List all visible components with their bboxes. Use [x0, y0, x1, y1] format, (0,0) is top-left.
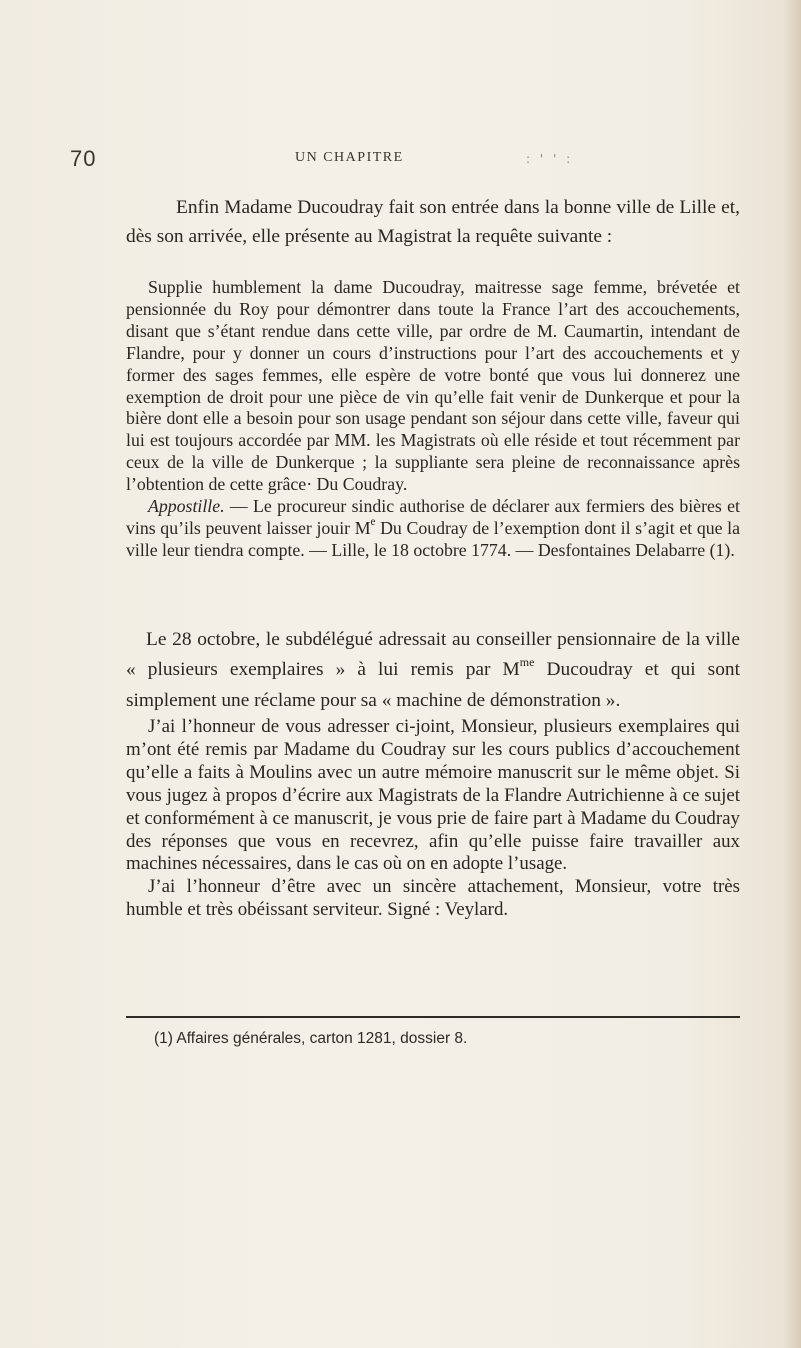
appostille-label: Appostille.: [148, 496, 225, 517]
appostille-paragraph: [126, 496, 740, 562]
print-specks: : ' ' :: [526, 152, 574, 166]
petition-body: Supplie humblement la dame Ducoudray, maitresse sage femme, brévetée et pensionnée du Roy pour démontrer dans toute la France l’art des accouchements, disant que s’étant rendue dans cette ville, par ordre de M. Caumartin, intendant de Flandre, pour y donner un cours d’instructions pour l’art des accouchements et y former des sages femmes, elle espère de votre bonté que vous lui donnerez une exemption de droit pour une pièce de vin qu’elle fait venir de Dunkerque et pour la bière dont elle a besoin pour son usage pendant son séjour dans cette ville, faveur qui lui est toujours accordée par MM. les Magistrats où elle réside et tout récemment par ceux de la ville de Dunkerque ; la suppliante sera pleine de reconnaissance après l’obtention de cette grâce· Du Coudray.: [126, 277, 740, 495]
petition-quote: [126, 277, 740, 562]
paragraph2-superscript: me: [519, 655, 535, 670]
paragraph2-text-start: Le 28 octobre, le subdélégué adressait au conseiller pensionnaire de la ville « plusieurs exemplaires » à lui remis par M: [126, 629, 740, 681]
appostille-text-end: Du Coudray de l’exemption dont il s’agit et que la ville leur tiendra compte. — Lille, le 18 octobre 1774. — Desfontaines Delabarre (1).: [126, 517, 740, 560]
page-number: 70: [70, 146, 97, 171]
page-header: [70, 146, 730, 176]
letter-quote: [126, 716, 740, 922]
letter-paragraph-1: J’ai l’honneur de vous adresser ci-joint, Monsieur, plusieurs exemplaires qui m’ont été remis par Madame du Coudray sur les cours publics d’accouchement qu’elle a faits à Moulins avec un autre mémoire manuscrit sur le même objet. Si vous jugez à propos d’écrire aux Magistrats de la Flandre Autrichienne à ce sujet et conformément à ce manuscrit, je vous prie de faire part à Madame du Coudray des réponses que vous en recevrez, afin qu’elle puisse faire travailler aux machines nécessaires, dans le cas où on en adopte l’usage.: [126, 716, 740, 875]
paragraph2-text-end: Ducoudray et qui sont simplement une réclame pour sa « machine de démonstration ».: [126, 659, 741, 711]
subdelegate-paragraph: [126, 625, 740, 716]
running-title: UN CHAPITRE: [295, 150, 404, 165]
intro-paragraph: Enfin Madame Ducoudray fait son entrée dans la bonne ville de Lille et, dès son arrivée, elle présente au Magistrat la requête suivante :: [126, 197, 740, 247]
letter-paragraph-2: J’ai l’honneur d’être avec un sincère attachement, Monsieur, votre très humble et très obéissant serviteur. Signé : Veylard.: [126, 876, 740, 921]
footnote: (1) Affaires générales, carton 1281, dossier 8.: [154, 1030, 468, 1047]
appostille-text-start: — Le procureur sindic authorise de déclarer aux fermiers des bières et vins qu’ils peuvent laisser jouir M: [126, 496, 740, 538]
appostille-superscript: e: [370, 516, 376, 529]
page-edge-shadow: [783, 0, 801, 1348]
footnote-divider: [126, 1016, 740, 1018]
